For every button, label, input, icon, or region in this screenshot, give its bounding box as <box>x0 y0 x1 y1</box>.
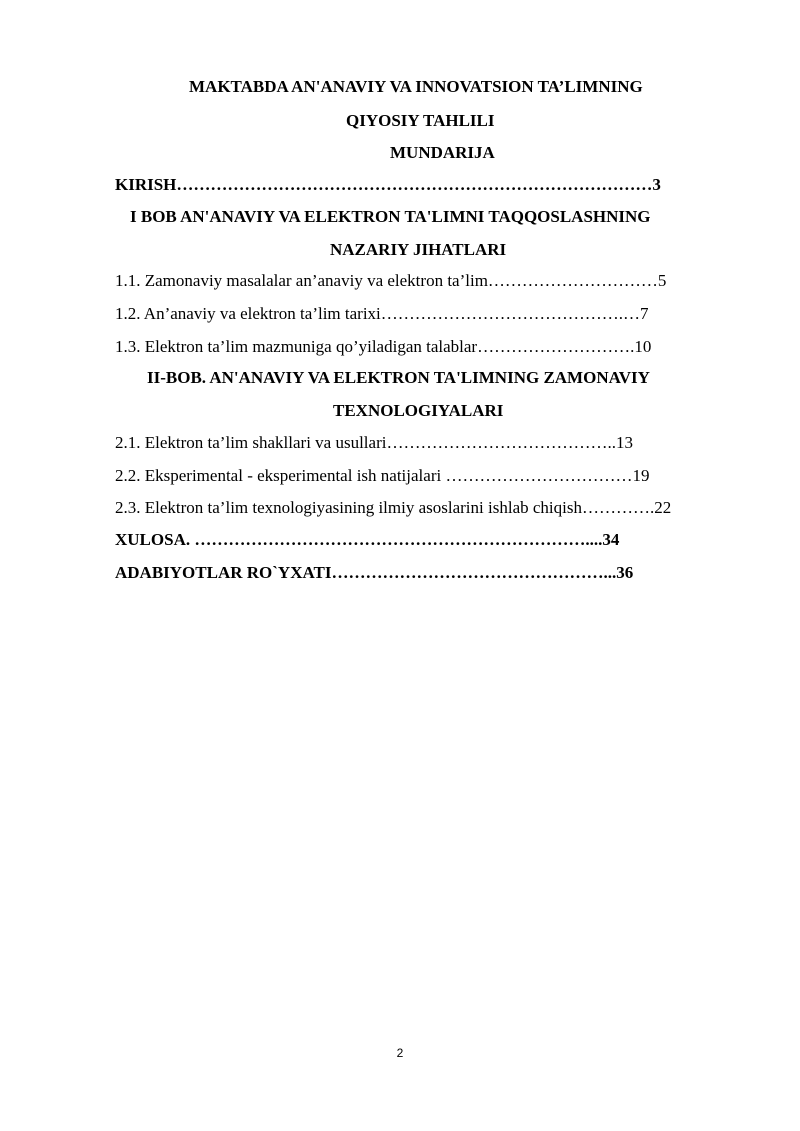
toc-heading: MUNDARIJA <box>390 143 495 162</box>
toc-entry-conclusion: XULOSA. ……………………………………………………………....34 <box>115 530 620 549</box>
toc-entry-intro: KIRISH…………………………………………………………………………3 <box>115 175 661 194</box>
toc-entry-2-2: 2.2. Eksperimental - eksperimental ish natijalari ……………………………19 <box>115 466 650 485</box>
toc-entry-2-3: 2.3. Elektron ta’lim texnologiyasining ilmiy asoslarini ishlab chiqish………….22 <box>115 498 672 517</box>
toc-entry-1-2: 1.2. An’anaviy va elektron ta’lim tarixi…………………………………….…7 <box>115 304 649 323</box>
toc-entry-2-1: 2.1. Elektron ta’lim shakllari va usullari…………………………………..13 <box>115 433 633 452</box>
page-number: 2 <box>396 1046 404 1060</box>
document-title-line-1: MAKTABDA AN'ANAVIY VA INNOVATSION TA’LIMNING <box>189 77 643 96</box>
toc-entry-1-3: 1.3. Elektron ta’lim mazmuniga qo’yiladigan talablar……………………….10 <box>115 337 652 356</box>
toc-chapter-2-title-line-2: TEXNOLOGIYALARI <box>333 401 504 420</box>
document-title-line-2: QIYOSIY TAHLILI <box>346 111 495 130</box>
toc-entry-references: ADABIYOTLAR RO`YXATI…………………………………………...36 <box>115 563 634 582</box>
toc-chapter-1-title-line-2: NAZARIY JIHATLARI <box>330 240 507 259</box>
toc-entry-1-1: 1.1. Zamonaviy masalalar an’anaviy va elektron ta’lim…………………………5 <box>115 271 667 290</box>
toc-chapter-1-title-line-1: I BOB AN'ANAVIY VA ELEKTRON TA'LIMNI TAQQOSLASHNING <box>130 207 651 226</box>
toc-chapter-2-title-line-1: II-BOB. AN'ANAVIY VA ELEKTRON TA'LIMNING ZAMONAVIY <box>147 368 650 387</box>
